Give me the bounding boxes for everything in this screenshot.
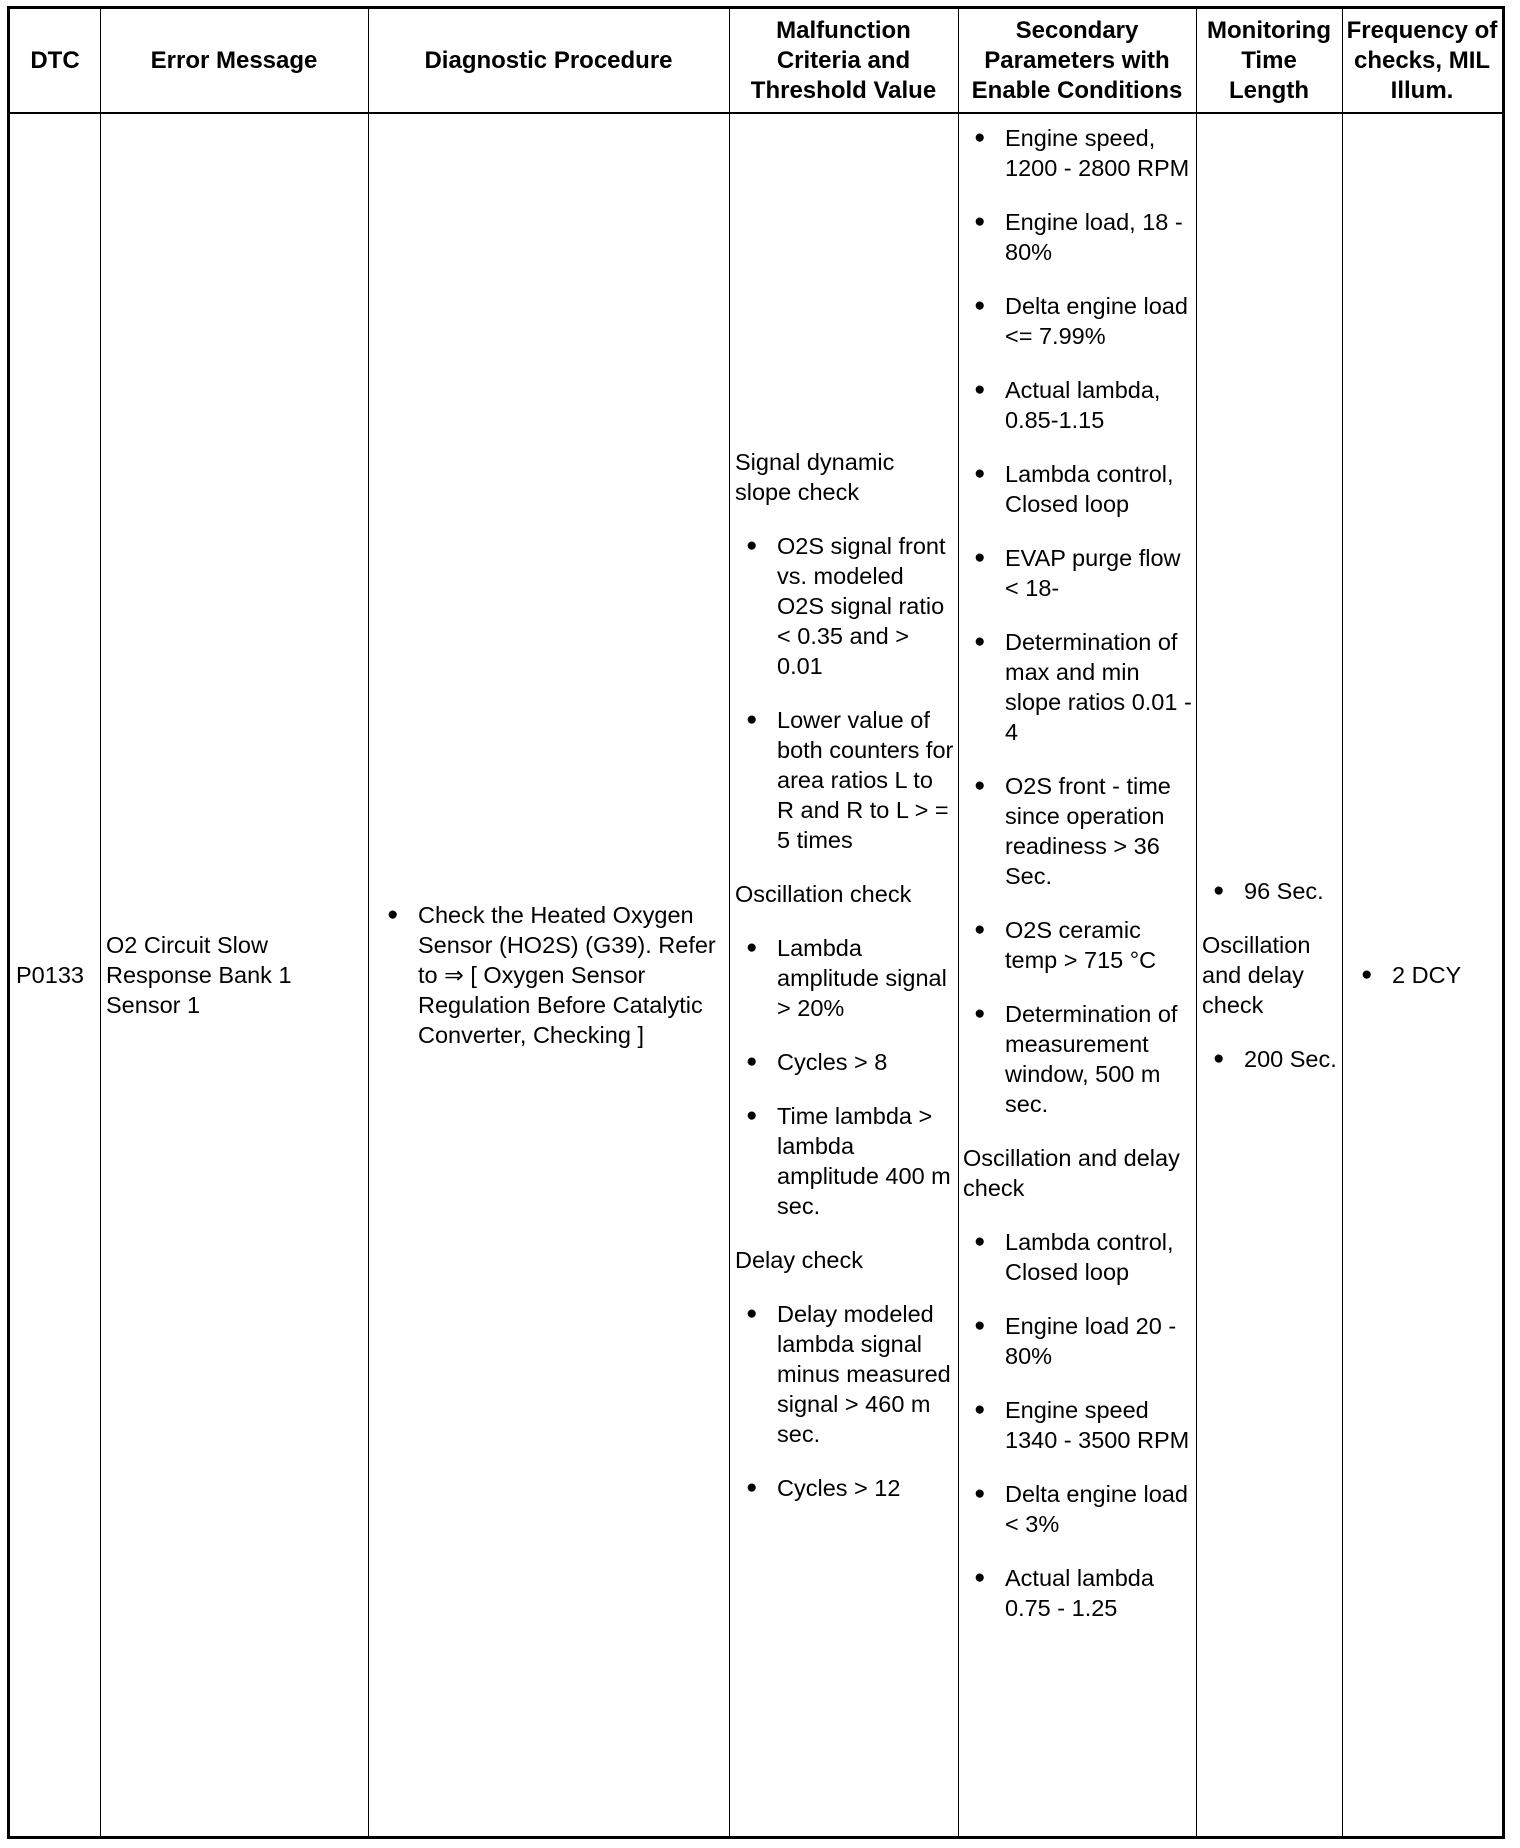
row-cell-secondary-parameters: [958, 123, 1196, 1623]
list-item: ● 2 DCY: [1350, 960, 1461, 990]
list-item: ● Cycles > 8: [735, 1047, 956, 1077]
row-cell-frequency: [1342, 114, 1502, 1836]
section-heading: Signal dynamic slope check: [735, 449, 895, 505]
diagnostic-table: [7, 6, 1505, 1839]
row-cell-diagnostic-procedure: [368, 114, 729, 1836]
list-item: ● Delta engine load <= 7.99%: [963, 291, 1193, 351]
list-item: ● 96 Sec.: [1202, 876, 1338, 906]
header-secondary-parameters: Secondary Parameters with Enable Conditions: [971, 16, 1183, 104]
list-item: ● Engine speed 1340 - 3500 RPM: [963, 1395, 1193, 1455]
list-item: ● Actual lambda 0.75 - 1.25: [963, 1563, 1193, 1623]
error-message-text: O2 Circuit Slow Response Bank 1 Sensor 1: [106, 932, 292, 1018]
header-malfunction-criteria: Malfunction Criteria and Threshold Value: [750, 16, 937, 104]
list-item: ● O2S front - time since operation readiness > 36 Sec.: [963, 771, 1193, 891]
list-item: ● Actual lambda, 0.85-1.15: [963, 375, 1193, 435]
header-dtc: DTC: [30, 46, 80, 74]
dtc-code: P0133: [16, 962, 84, 988]
row-cell-malfunction-criteria: [729, 114, 958, 1836]
bullet-list: [735, 1299, 956, 1503]
list-item: ● Determination of max and min slope ratios 0.01 - 4: [963, 627, 1193, 747]
frequency-list: [1350, 960, 1461, 990]
diagnostic-procedure-list: [376, 900, 723, 1050]
list-item: ● Engine load 20 - 80%: [963, 1311, 1193, 1371]
row-cell-error-message: [100, 114, 368, 1836]
row-cell-monitoring-time: [1196, 114, 1342, 1836]
bullet-list: [1202, 1044, 1338, 1074]
list-item: ● Delta engine load < 3%: [963, 1479, 1193, 1539]
list-item: ● Time lambda > lambda amplitude 400 m sec.: [735, 1101, 956, 1221]
malfunction-criteria-list: [735, 447, 956, 1503]
list-item: ● Determination of measurement window, 500 m sec.: [963, 999, 1193, 1119]
list-item: ● Lower value of both counters for area ratios L to R and R to L > = 5 times: [735, 705, 956, 855]
section-heading: Oscillation and delay check: [1202, 932, 1311, 1018]
monitoring-time-list: [1202, 876, 1338, 1074]
header-frequency: Frequency of checks, MIL Illum.: [1346, 16, 1498, 104]
bullet-list: [735, 531, 956, 855]
section-heading: Delay check: [735, 1247, 863, 1273]
list-item: ● Engine load, 18 - 80%: [963, 207, 1193, 267]
secondary-parameters-list: [963, 123, 1193, 1623]
bullet-list: [963, 123, 1193, 1119]
header-diagnostic-procedure: Diagnostic Procedure: [424, 46, 673, 74]
bullet-list: [735, 933, 956, 1221]
list-item: ● EVAP purge flow < 18-: [963, 543, 1193, 603]
header-monitoring-time: Monitoring Time Length: [1207, 16, 1331, 104]
bullet-list: [963, 1227, 1193, 1623]
list-item: ● O2S ceramic temp > 715 °C: [963, 915, 1193, 975]
section-heading: Oscillation and delay check: [963, 1145, 1180, 1201]
list-item: ● Delay modeled lambda signal minus measured signal > 460 m sec.: [735, 1299, 956, 1449]
header-error-message: Error Message: [150, 46, 318, 74]
list-item: ● Engine speed, 1200 - 2800 RPM: [963, 123, 1193, 183]
list-item: ● Lambda control, Closed loop: [963, 459, 1193, 519]
list-item: ● Lambda amplitude signal > 20%: [735, 933, 956, 1023]
section-heading: Oscillation check: [735, 881, 912, 907]
list-item: ● Cycles > 12: [735, 1473, 956, 1503]
row-cell-dtc: [10, 114, 100, 1836]
list-item: ● O2S signal front vs. modeled O2S signal ratio < 0.35 and > 0.01: [735, 531, 956, 681]
list-item: ● 200 Sec.: [1202, 1044, 1338, 1074]
list-item: ● Check the Heated Oxygen Sensor (HO2S) (G39). Refer to ⇒ [ Oxygen Sensor Regulation Before Catalytic Converter, Checking ]: [376, 900, 723, 1050]
list-item: ● Lambda control, Closed loop: [963, 1227, 1193, 1287]
bullet-list: [1202, 876, 1338, 906]
